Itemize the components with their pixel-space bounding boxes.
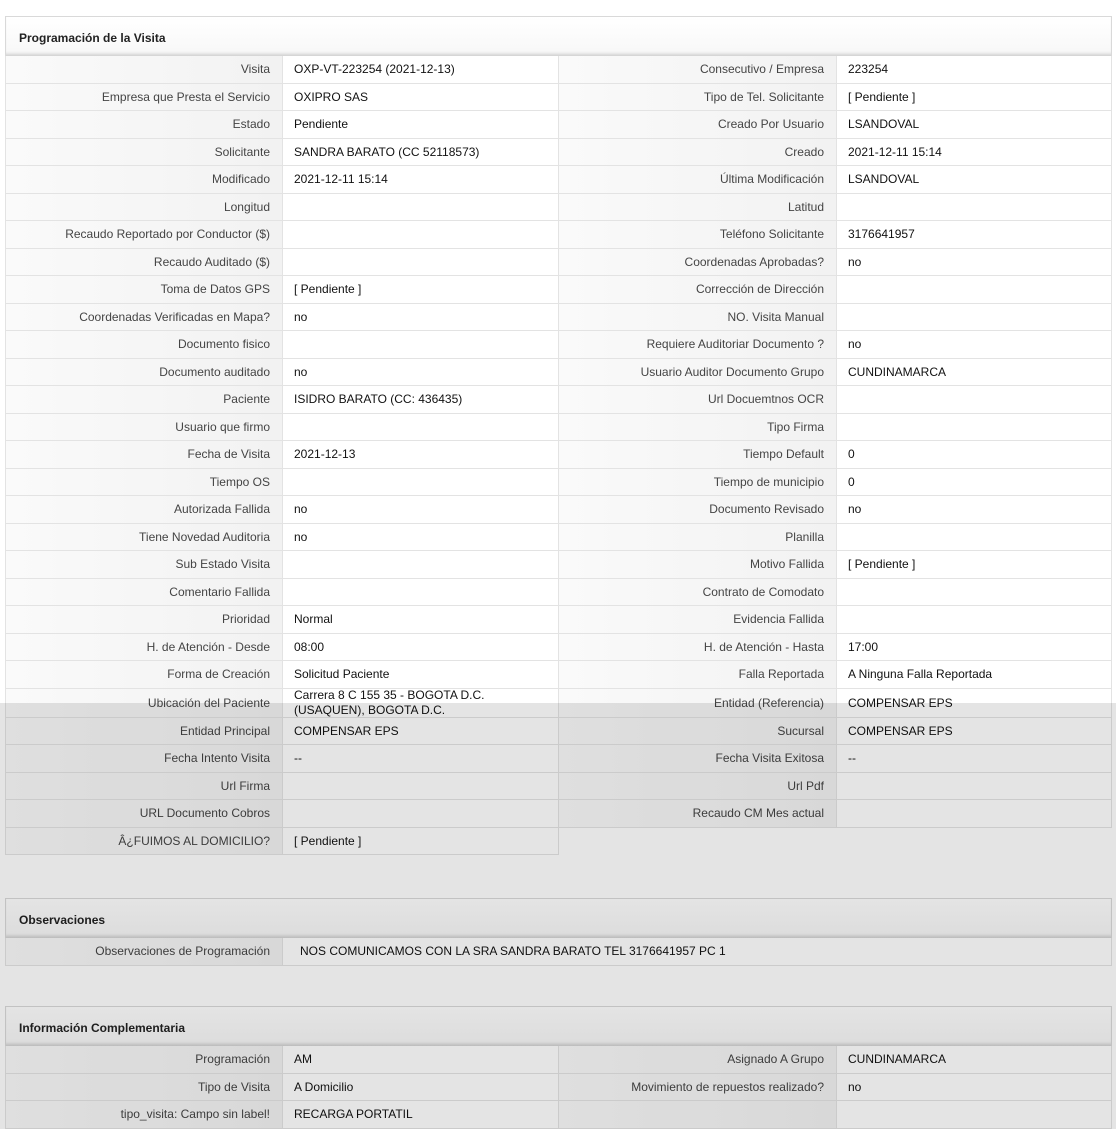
table-row: [5, 331, 1112, 359]
field-value: COMPENSAR EPS: [837, 689, 1112, 718]
field-value: [283, 249, 559, 277]
field-value: COMPENSAR EPS: [283, 718, 559, 746]
field-label: Tiempo de municipio: [559, 469, 837, 497]
observations-title: Observaciones: [5, 898, 1112, 938]
table-row: [5, 773, 1112, 801]
field-value: Pendiente: [283, 111, 559, 139]
table-row: [5, 524, 1112, 552]
field-value: [283, 579, 559, 607]
table-row: [5, 579, 1112, 607]
field-label: Recaudo Reportado por Conductor ($): [5, 221, 283, 249]
field-label: H. de Atención - Hasta: [559, 634, 837, 662]
field-value: ISIDRO BARATO (CC: 436435): [283, 386, 559, 414]
visit-programming-table: [5, 56, 1112, 828]
complementary-info-title: Información Complementaria: [5, 1006, 1112, 1046]
table-row: [5, 745, 1112, 773]
field-label: Empresa que Presta el Servicio: [5, 84, 283, 112]
table-row: [5, 359, 1112, 387]
field-label: Recaudo Auditado ($): [5, 249, 283, 277]
field-label: NO. Visita Manual: [559, 304, 837, 332]
field-value: Normal: [283, 606, 559, 634]
field-label: Tipo de Tel. Solicitante: [559, 84, 837, 112]
field-value: Solicitud Paciente: [283, 661, 559, 689]
field-value: A Ninguna Falla Reportada: [837, 661, 1112, 689]
field-value: SANDRA BARATO (CC 52118573): [283, 139, 559, 167]
field-value: [837, 276, 1112, 304]
field-label: URL Documento Cobros: [5, 800, 283, 828]
field-label: Requiere Auditoriar Documento ?: [559, 331, 837, 359]
visit-programming-panel: [5, 16, 1112, 855]
table-row: [5, 139, 1112, 167]
field-value: [837, 1101, 1112, 1129]
field-label: [559, 1101, 837, 1129]
field-value: CUNDINAMARCA: [837, 359, 1112, 387]
table-row: [5, 111, 1112, 139]
table-row: [5, 496, 1112, 524]
field-label: Documento fisico: [5, 331, 283, 359]
field-label: Contrato de Comodato: [559, 579, 837, 607]
field-value: 0: [837, 469, 1112, 497]
field-label: Fecha Intento Visita: [5, 745, 283, 773]
field-label: Recaudo CM Mes actual: [559, 800, 837, 828]
field-label: Falla Reportada: [559, 661, 837, 689]
field-label: Usuario que firmo: [5, 414, 283, 442]
field-value: [837, 386, 1112, 414]
field-value: [837, 414, 1112, 442]
field-value: [837, 579, 1112, 607]
table-row: [5, 828, 1112, 856]
field-label: Coordenadas Aprobadas?: [559, 249, 837, 277]
field-value: 2021-12-11 15:14: [837, 139, 1112, 167]
field-label: Motivo Fallida: [559, 551, 837, 579]
field-label: Longitud: [5, 194, 283, 222]
table-row: [5, 718, 1112, 746]
field-label: Fecha de Visita: [5, 441, 283, 469]
visit-programming-title: Programación de la Visita: [5, 16, 1112, 56]
field-value: no: [283, 496, 559, 524]
table-row: [5, 249, 1112, 277]
field-value: no: [837, 496, 1112, 524]
field-label: Usuario Auditor Documento Grupo: [559, 359, 837, 387]
table-row: [5, 304, 1112, 332]
table-row: [5, 276, 1112, 304]
field-value: 2021-12-11 15:14: [283, 166, 559, 194]
field-label: Autorizada Fallida: [5, 496, 283, 524]
field-value: [837, 304, 1112, 332]
table-row: [5, 221, 1112, 249]
field-value: 223254: [837, 56, 1112, 84]
field-value: [ Pendiente ]: [837, 551, 1112, 579]
table-row: [5, 689, 1112, 718]
field-value: [283, 469, 559, 497]
field-value: [283, 331, 559, 359]
field-label: Sucursal: [559, 718, 837, 746]
field-value: --: [837, 745, 1112, 773]
observations-panel: [5, 898, 1112, 966]
field-label: Asignado A Grupo: [559, 1046, 837, 1074]
field-label: Url Firma: [5, 773, 283, 801]
field-label: Entidad Principal: [5, 718, 283, 746]
field-label: H. de Atención - Desde: [5, 634, 283, 662]
table-row: [5, 634, 1112, 662]
field-label: Sub Estado Visita: [5, 551, 283, 579]
field-label: Documento Revisado: [559, 496, 837, 524]
field-value: AM: [283, 1046, 559, 1074]
table-row: [5, 441, 1112, 469]
field-value: OXP-VT-223254 (2021-12-13): [283, 56, 559, 84]
table-row: [5, 386, 1112, 414]
field-value: [837, 773, 1112, 801]
table-row: [5, 1101, 1112, 1129]
field-label: Latitud: [559, 194, 837, 222]
field-label: Documento auditado: [5, 359, 283, 387]
field-label: Forma de Creación: [5, 661, 283, 689]
table-row: [5, 166, 1112, 194]
complementary-info-panel: [5, 1006, 1112, 1129]
field-label: Corrección de Dirección: [559, 276, 837, 304]
field-label: Entidad (Referencia): [559, 689, 837, 718]
field-value: 2021-12-13: [283, 441, 559, 469]
table-row: [5, 1046, 1112, 1074]
field-label: Coordenadas Verificadas en Mapa?: [5, 304, 283, 332]
field-label: Tiempo OS: [5, 469, 283, 497]
field-value: [837, 606, 1112, 634]
field-label: Teléfono Solicitante: [559, 221, 837, 249]
field-value: no: [283, 359, 559, 387]
field-label: Programación: [5, 1046, 283, 1074]
field-label: Toma de Datos GPS: [5, 276, 283, 304]
field-value: Carrera 8 C 155 35 - BOGOTA D.C. (USAQUEN), BOGOTA D.C.: [283, 689, 559, 718]
table-row: [5, 661, 1112, 689]
field-value: [837, 800, 1112, 828]
observations-value: NOS COMUNICAMOS CON LA SRA SANDRA BARATO TEL 3176641957 PC 1: [283, 938, 1112, 966]
field-value: RECARGA PORTATIL: [283, 1101, 559, 1129]
field-label: Observaciones de Programación: [5, 938, 283, 966]
table-row: [5, 551, 1112, 579]
field-label: Planilla: [559, 524, 837, 552]
field-label: Tipo Firma: [559, 414, 837, 442]
field-value: [837, 194, 1112, 222]
field-value: 0: [837, 441, 1112, 469]
field-label: Tiene Novedad Auditoria: [5, 524, 283, 552]
field-label: Consecutivo / Empresa: [559, 56, 837, 84]
field-label: Url Pdf: [559, 773, 837, 801]
field-value: [283, 800, 559, 828]
table-row: [5, 84, 1112, 112]
table-row: [5, 469, 1112, 497]
field-value: COMPENSAR EPS: [837, 718, 1112, 746]
field-value: CUNDINAMARCA: [837, 1046, 1112, 1074]
field-value: A Domicilio: [283, 1074, 559, 1102]
field-label: Última Modificación: [559, 166, 837, 194]
table-row: [5, 414, 1112, 442]
field-value: 08:00: [283, 634, 559, 662]
field-value: [283, 773, 559, 801]
field-label: Evidencia Fallida: [559, 606, 837, 634]
field-label: Creado Por Usuario: [559, 111, 837, 139]
field-label: Creado: [559, 139, 837, 167]
field-value: OXIPRO SAS: [283, 84, 559, 112]
field-value: [837, 524, 1112, 552]
field-value: no: [283, 304, 559, 332]
field-label: Visita: [5, 56, 283, 84]
table-row: [5, 606, 1112, 634]
field-value: LSANDOVAL: [837, 111, 1112, 139]
field-value: --: [283, 745, 559, 773]
field-value: no: [837, 1074, 1112, 1102]
field-label: Tiempo Default: [559, 441, 837, 469]
table-row: [5, 56, 1112, 84]
table-row: [5, 194, 1112, 222]
field-label: Modificado: [5, 166, 283, 194]
field-value: [ Pendiente ]: [283, 276, 559, 304]
field-label: Comentario Fallida: [5, 579, 283, 607]
table-row: [5, 938, 1112, 966]
field-value: LSANDOVAL: [837, 166, 1112, 194]
field-label: Tipo de Visita: [5, 1074, 283, 1102]
field-value: 17:00: [837, 634, 1112, 662]
field-value: no: [837, 331, 1112, 359]
field-label: Solicitante: [5, 139, 283, 167]
field-label: Ubicación del Paciente: [5, 689, 283, 718]
field-label: tipo_visita: Campo sin label!: [5, 1101, 283, 1129]
field-label: Â¿FUIMOS AL DOMICILIO?: [5, 828, 283, 856]
field-value: [283, 221, 559, 249]
table-row: [5, 1074, 1112, 1102]
field-value: 3176641957: [837, 221, 1112, 249]
field-value: [ Pendiente ]: [837, 84, 1112, 112]
field-value: [283, 551, 559, 579]
field-label: Url Docuemtnos OCR: [559, 386, 837, 414]
field-label: Fecha Visita Exitosa: [559, 745, 837, 773]
field-label: Movimiento de repuestos realizado?: [559, 1074, 837, 1102]
field-value: [ Pendiente ]: [283, 828, 559, 856]
table-row: [5, 800, 1112, 828]
field-label: Estado: [5, 111, 283, 139]
field-value: no: [837, 249, 1112, 277]
field-label: Paciente: [5, 386, 283, 414]
complementary-info-table: [5, 1046, 1112, 1129]
field-value: [283, 194, 559, 222]
field-value: no: [283, 524, 559, 552]
field-label: Prioridad: [5, 606, 283, 634]
field-value: [283, 414, 559, 442]
